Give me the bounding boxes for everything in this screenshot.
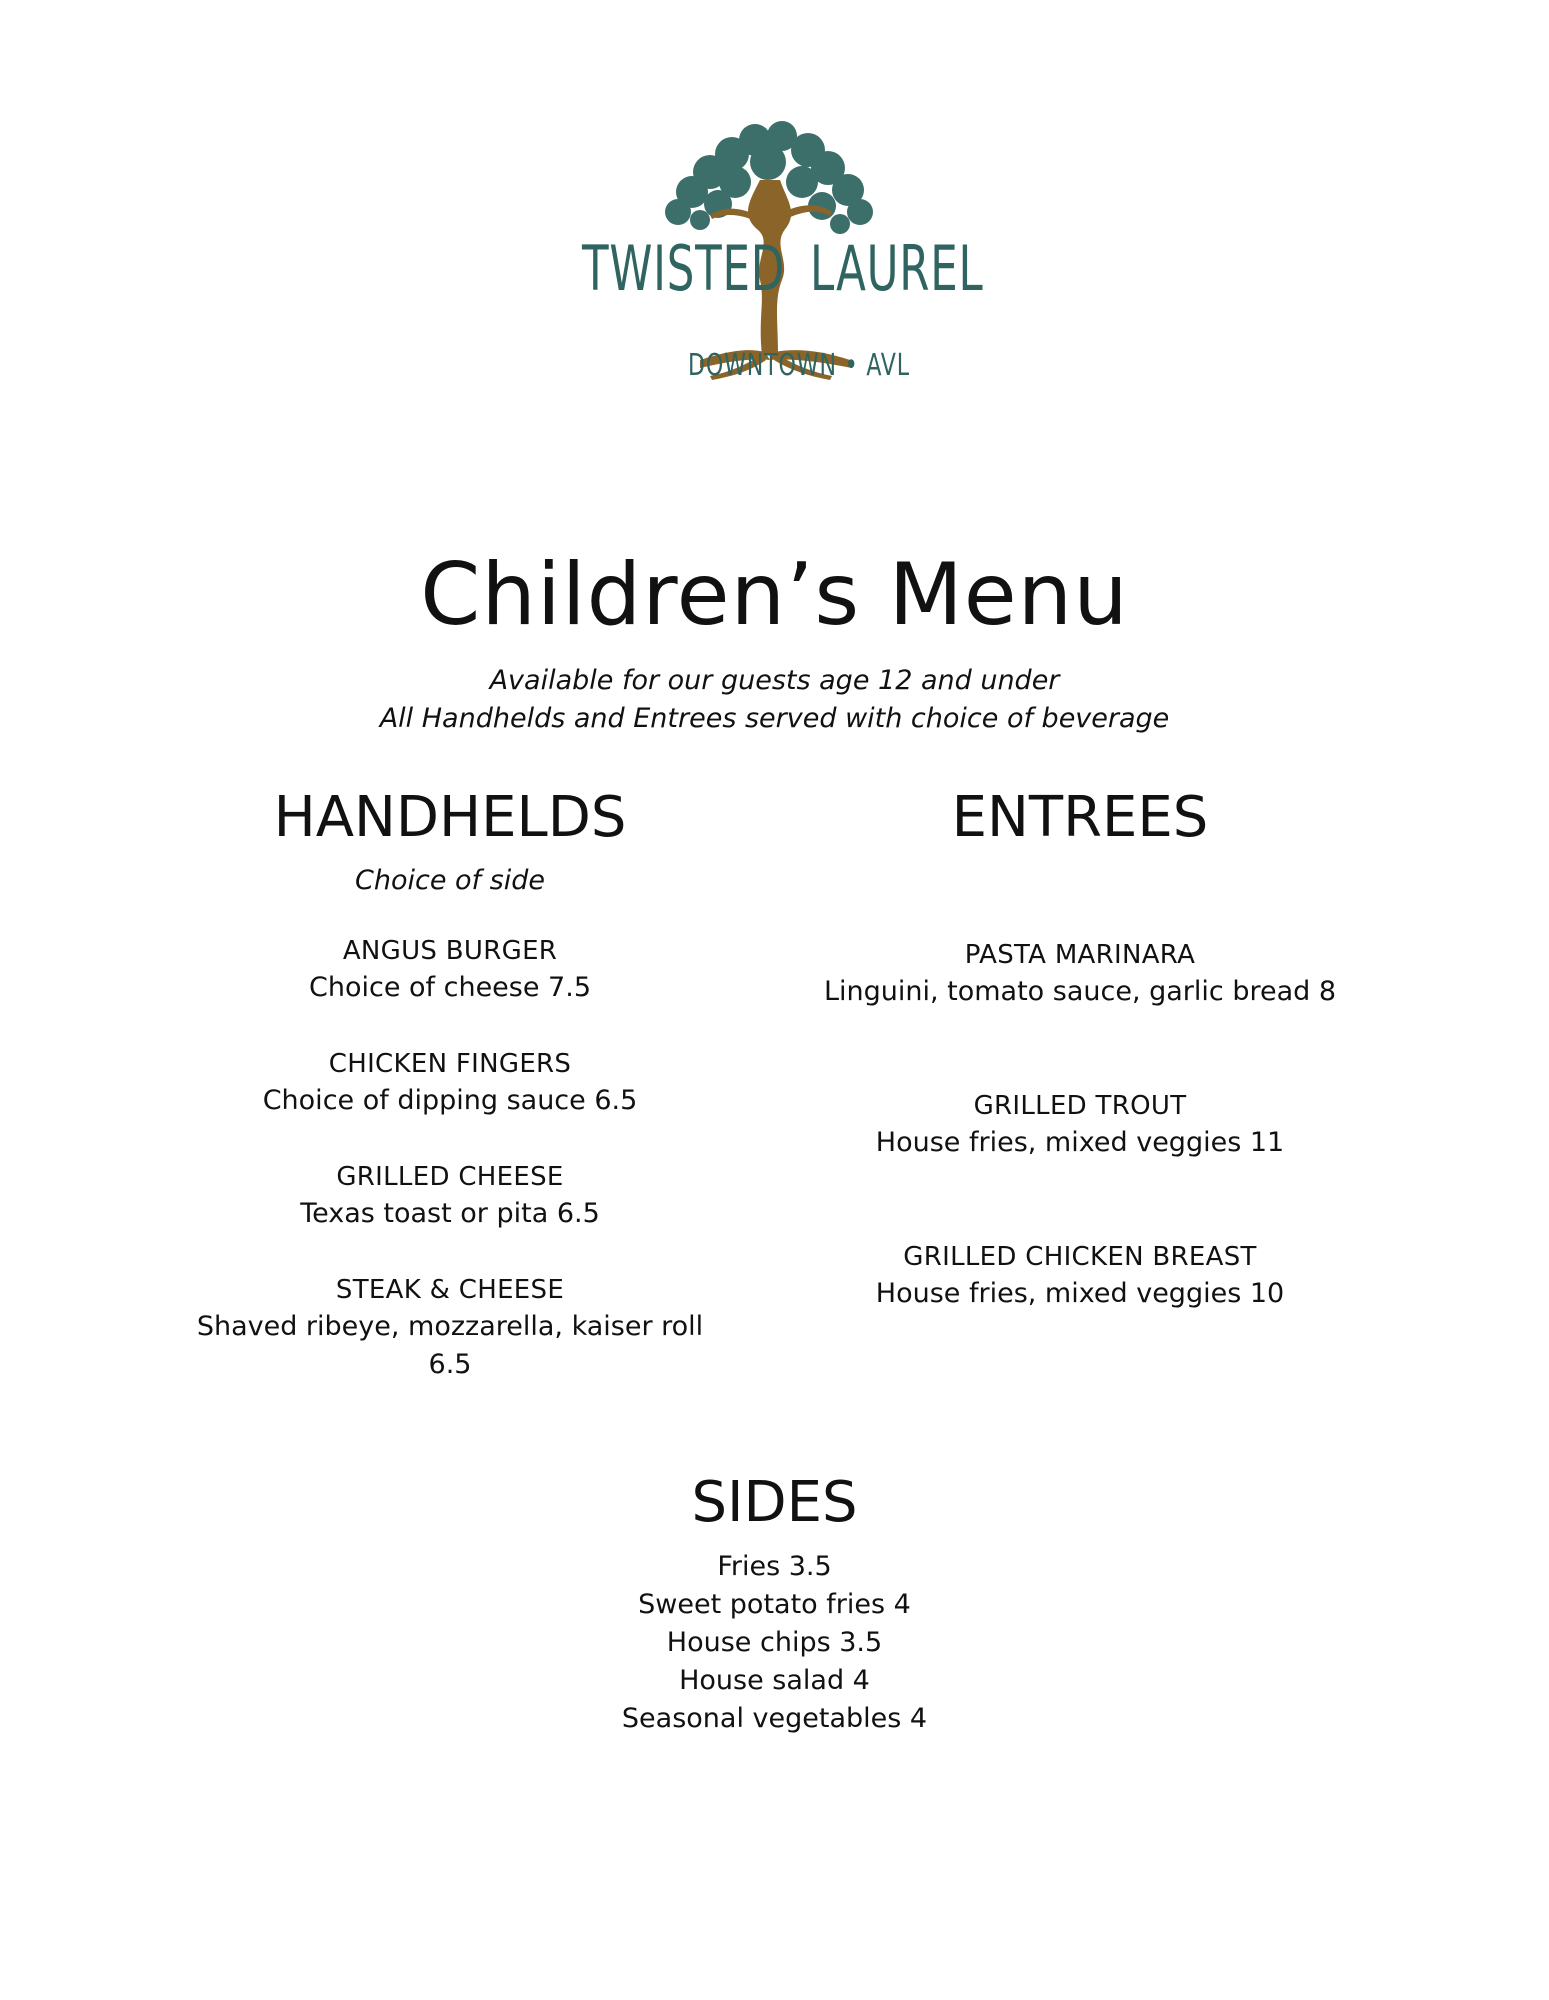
logo-name-right: LAUREL <box>810 232 984 305</box>
sides-heading: SIDES <box>691 1470 858 1535</box>
item-name: ANGUS BURGER <box>342 936 558 966</box>
menu-item <box>780 937 1380 1011</box>
item-name: STEAK & CHEESE <box>335 1275 565 1305</box>
handhelds-note: Choice of side <box>355 865 545 896</box>
item-price: 6.5 <box>428 1349 472 1380</box>
item-name: CHICKEN FINGERS <box>328 1049 572 1079</box>
menu-item <box>780 1239 1380 1313</box>
item-description: Choice of dipping sauce 6.5 <box>262 1085 638 1116</box>
subtitle-beverage: All Handhelds and Entrees served with choice of beverage <box>379 703 1170 734</box>
handhelds-heading: HANDHELDS <box>273 785 627 850</box>
entrees-heading: ENTREES <box>951 785 1209 850</box>
handhelds-section <box>150 785 750 1380</box>
menu-item <box>150 1272 750 1384</box>
sides-section <box>0 1470 1549 1738</box>
item-description: House fries, mixed veggies 11 <box>875 1127 1285 1158</box>
item-description: Linguini, tomato sauce, garlic bread 8 <box>823 976 1337 1007</box>
twisted-laurel-logo <box>560 120 1000 400</box>
list-item: House chips 3.5 <box>666 1627 883 1658</box>
subtitle-age: Available for our guests age 12 and under <box>489 665 1060 696</box>
item-name: PASTA MARINARA <box>964 940 1196 970</box>
sides-list <box>0 1548 1549 1738</box>
item-description: Texas toast or pita 6.5 <box>300 1198 600 1229</box>
item-description: Shaved ribeye, mozzarella, kaiser roll <box>196 1311 704 1342</box>
menu-item <box>150 1159 750 1233</box>
list-item: House salad 4 <box>679 1665 870 1696</box>
menu-item <box>150 933 750 1007</box>
list-item: Seasonal vegetables 4 <box>621 1703 928 1734</box>
list-item: Fries 3.5 <box>717 1551 832 1582</box>
menu-item <box>780 1088 1380 1162</box>
item-name: GRILLED CHEESE <box>336 1162 564 1192</box>
list-item: Sweet potato fries 4 <box>638 1589 911 1620</box>
item-description: House fries, mixed veggies 10 <box>875 1278 1285 1309</box>
entrees-section <box>780 785 1380 1309</box>
menu-item <box>150 1046 750 1120</box>
item-name: GRILLED TROUT <box>973 1091 1187 1121</box>
logo-name-left: TWISTED <box>582 232 786 305</box>
page-title: Children’s Menu <box>420 545 1129 645</box>
item-description: Choice of cheese 7.5 <box>308 972 591 1003</box>
item-name: GRILLED CHICKEN BREAST <box>903 1242 1257 1272</box>
logo-location: DOWNTOWN • AVL <box>688 348 910 383</box>
